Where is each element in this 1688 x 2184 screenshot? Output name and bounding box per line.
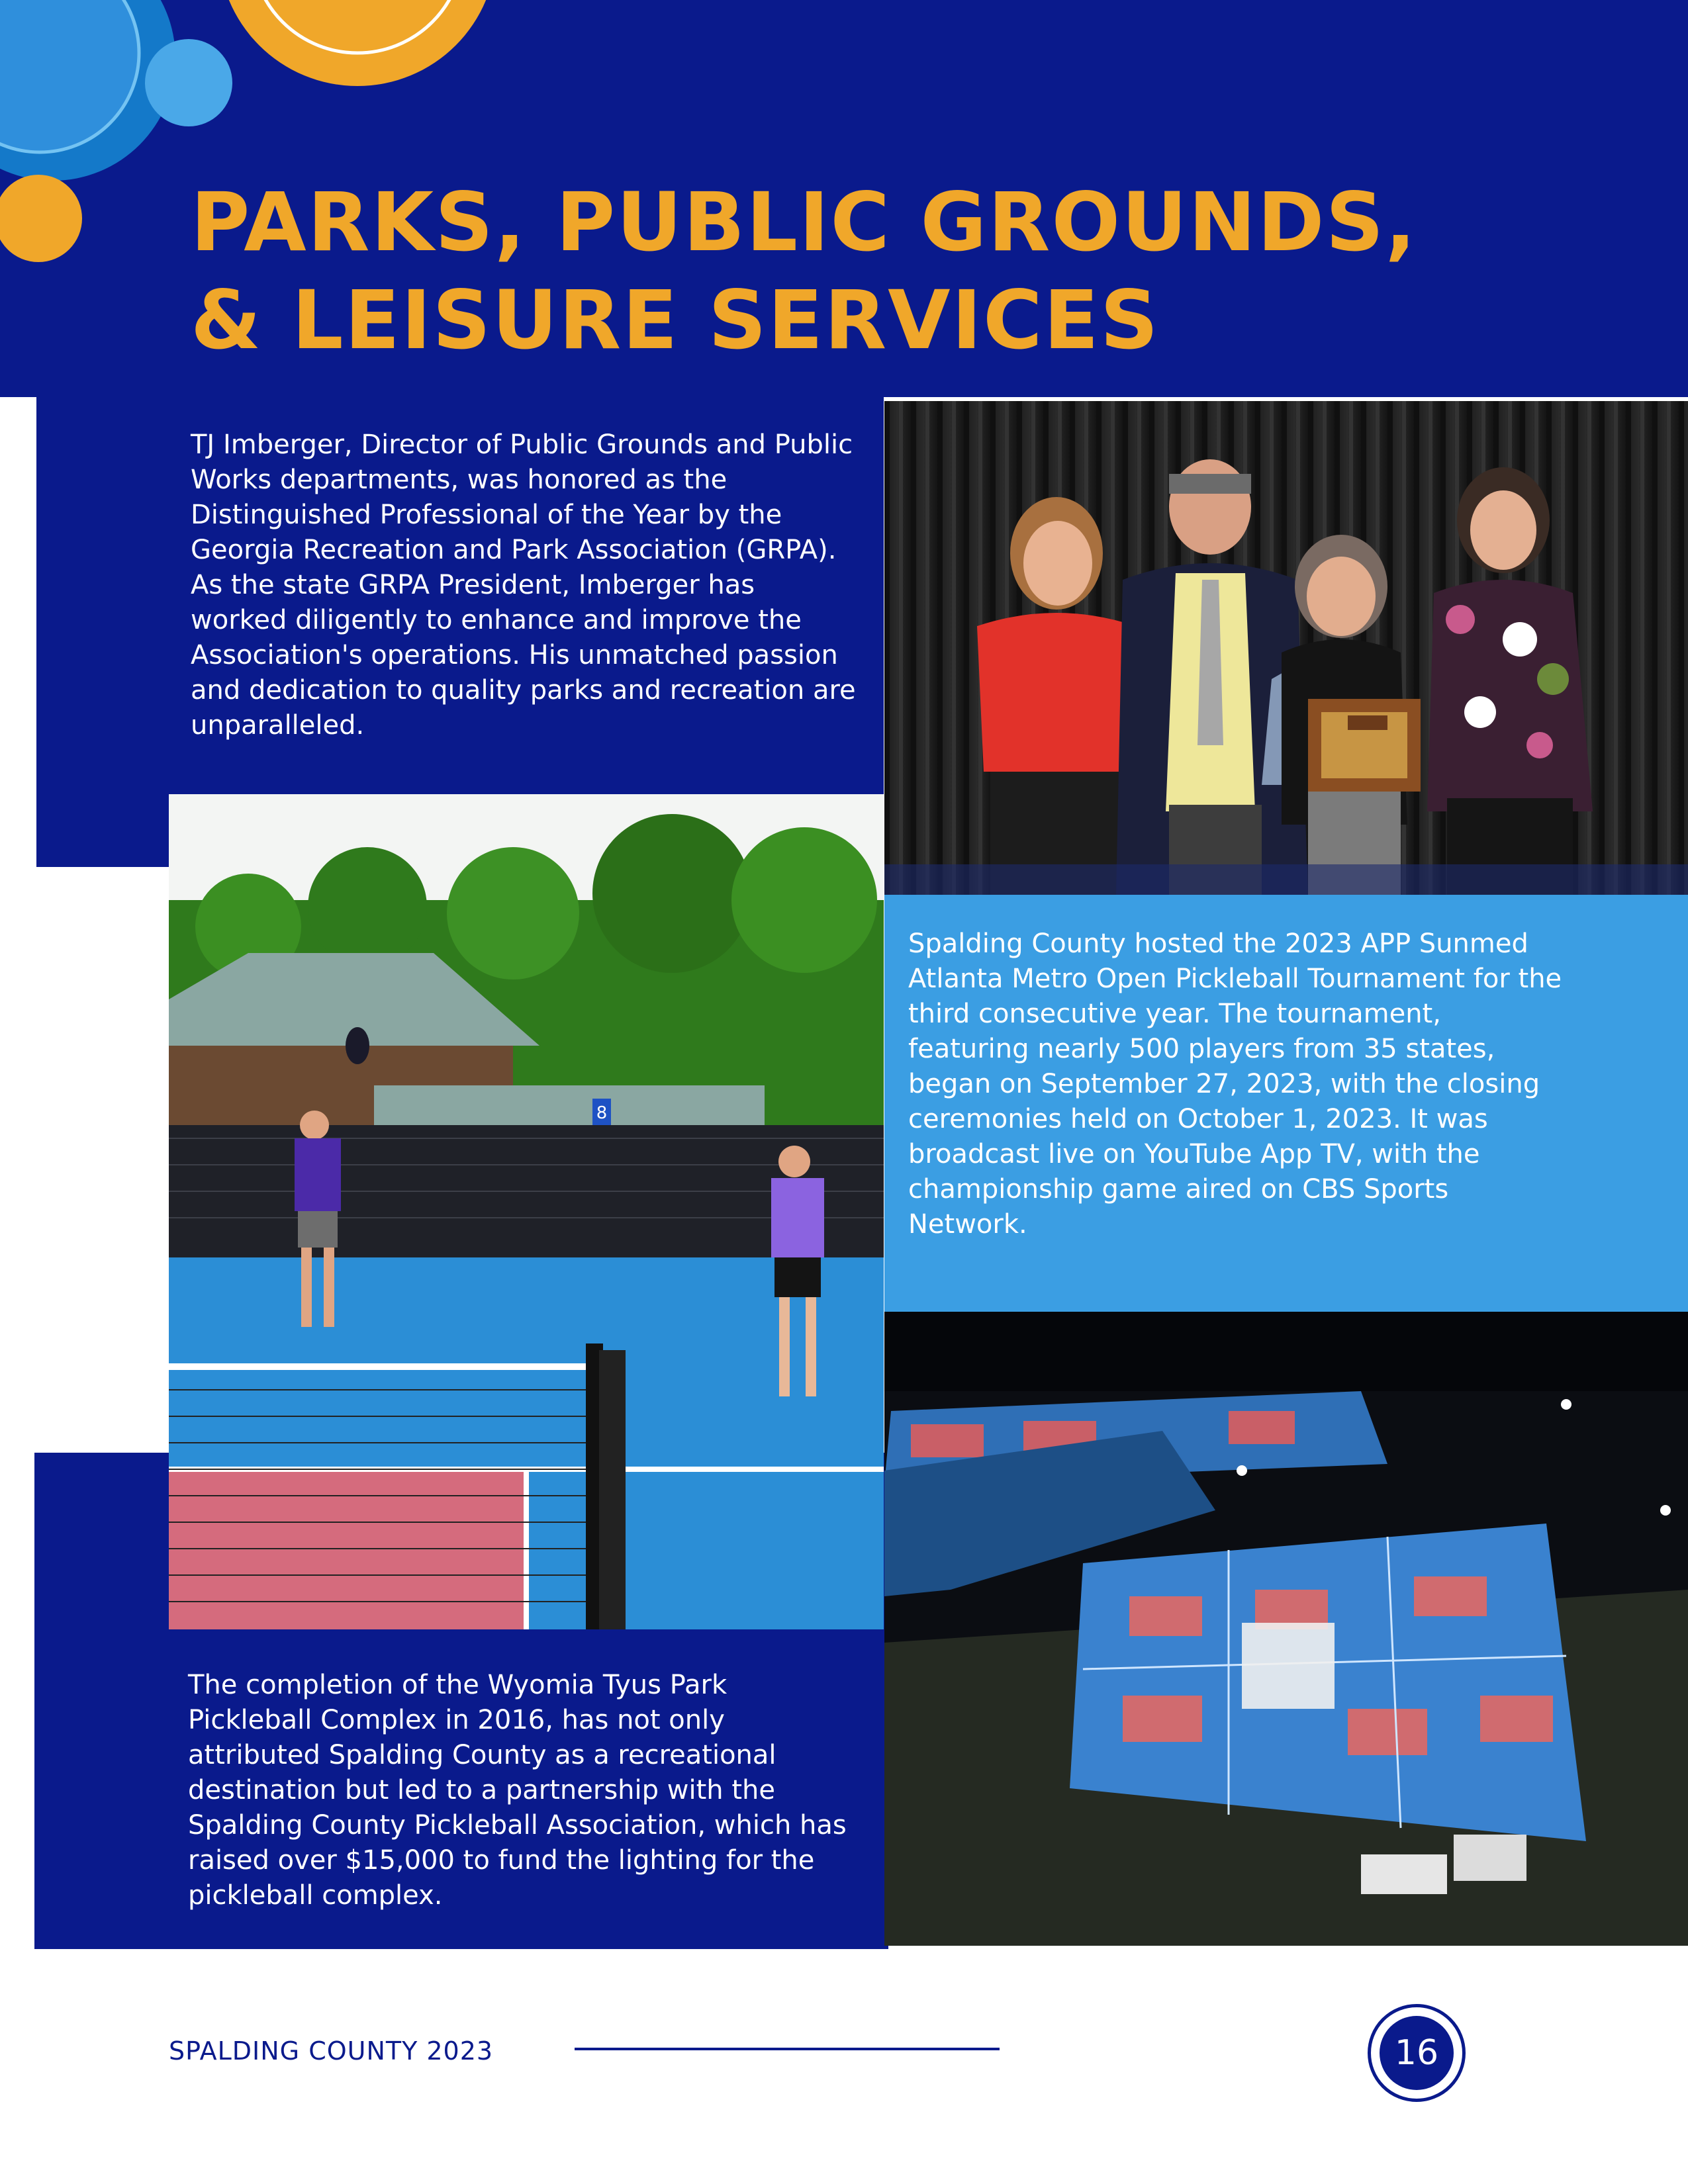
footer-divider: [575, 2048, 1000, 2050]
tournament-paragraph: Spalding County hosted the 2023 APP Sunmed Atlanta Metro Open Pickleball Tournament for the third consecutive year. The tournament, featuring nearly 500 players from 35 states, began on September 27, 2023, with the closing ceremonies held on October 1, 2023. It was broadcast live on YouTube App TV, with the championship game aired on CBS Sports Network.: [908, 929, 1562, 1240]
pickleball-complex-aerial-photo: [884, 1312, 1688, 1946]
page-title: [191, 173, 1647, 369]
court-sign-label: 8: [596, 1103, 608, 1123]
pickleball-players-photo: [169, 794, 884, 1629]
award-ceremony-photo: [884, 401, 1688, 895]
title-line-1: PARKS, PUBLIC GROUNDS,: [191, 175, 1417, 269]
page-number: 16: [1394, 2033, 1439, 2073]
title-line-2: & LEISURE SERVICES: [191, 273, 1160, 367]
award-paragraph: TJ Imberger, Director of Public Grounds and Public Works departments, was honored as the Distinguished Professional of the Year by the Georgia Recreation and Park Association (GRPA). As the state GRPA President, Imberger has worked diligently to enhance and improve the Association's operations. His unmatched passion and dedication to quality parks and recreation are unparalleled.: [191, 430, 856, 741]
footer-label: SPALDING COUNTY 2023: [169, 2036, 494, 2066]
page-number-badge: [1368, 2004, 1466, 2102]
complex-paragraph: The completion of the Wyomia Tyus Park Pickleball Complex in 2016, has not only attributed Spalding County as a recreational destination but led to a partnership with the Spalding County Pickleball Association, which has raised over $15,000 to fund the lighting for the pickleball complex.: [188, 1670, 847, 1911]
